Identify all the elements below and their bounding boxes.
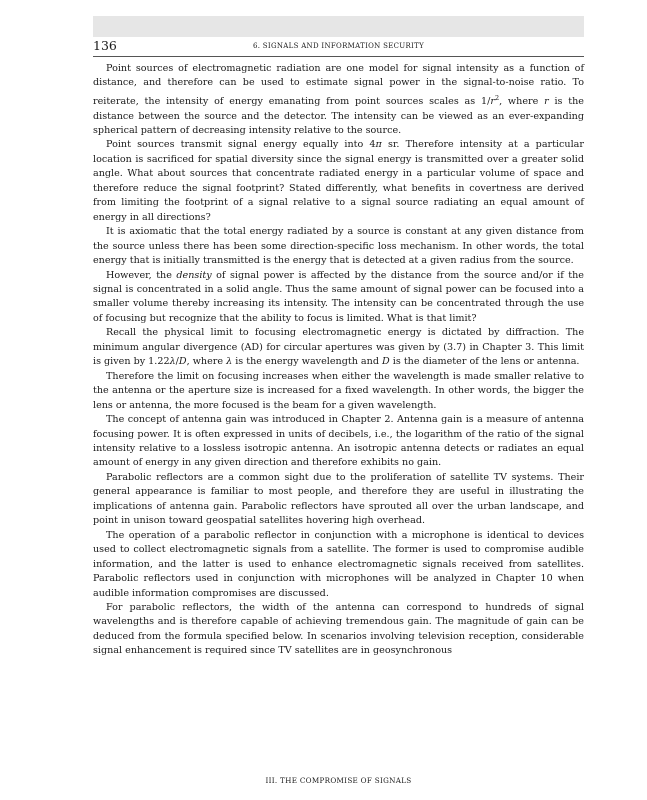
body-text (93, 62, 584, 659)
text-run: is the energy wavelength and (232, 356, 383, 368)
paragraph-3: It is axiomatic that the total energy radiated by a source is constant at any given distance from the source unless there has been some direction-specific loss mechanism. In other words, the total energy that is initially transmitted is the energy that is detected at a given radius from the source. (93, 226, 584, 267)
paragraph-4 (93, 269, 584, 327)
page-number: 136 (93, 38, 117, 53)
paragraph-10: For parabolic reflectors, the width of the antenna can correspond to hundreds of signal wavelengths and is therefore capable of achieving tremendous gain. The magnitude of gain can be deduced from the formula specified below. In scenarios involving television reception, considerable signal enhancement is required since TV satellites are in geosynchronous (93, 601, 584, 657)
page-footer: III. THE COMPROMISE OF SIGNALS (265, 776, 412, 785)
text-run: , where (499, 96, 545, 108)
text-run: is the diameter of the lens or antenna. (389, 356, 580, 368)
math-var-r: r (544, 96, 549, 108)
text-run: Recall the physical limit to focusing electromagnetic energy is dictated by diffraction. The minimum angular divergence (AD) for circular apertures was given by (3.7) in Chapter 3. This limit is given by 1.22 (93, 327, 584, 368)
top-gray-band (93, 16, 584, 37)
paragraph-2 (93, 138, 584, 225)
paragraph-5 (93, 326, 584, 369)
text-run: sr. Therefore intensity at a particular location is sacrificed for spatial diversity since the signal energy is transmitted over a greater solid angle. What about sources that concentrate radiated energy in a particular volume of space and therefore reduce the signal footprint? Stated differently, what benefits in covertness are derived from limiting the footprint of a signal relative to a signal source radiating an equal amount of energy in all directions? (93, 139, 584, 223)
paragraph-9: The operation of a parabolic reflector in conjunction with a microphone is identical to devices used to collect electromagnetic signals from a satellite. The former is used to compromise audible information, and the latter is used to enhance electromagnetic signals received from satellites. Parabolic reflectors used in conjunction with microphones will be analyzed in Chapter 10 when audible information compromises are discussed. (93, 529, 584, 599)
text-run: / (175, 356, 179, 368)
math-var-r: r (490, 96, 495, 108)
math-lambda: λ (169, 356, 176, 368)
math-var-d: D (178, 356, 187, 368)
paragraph-7: The concept of antenna gain was introduced in Chapter 2. Antenna gain is a measure of antenna focusing power. It is often expressed in units of decibels, i.e., the logarithm of the ratio of the signal intensity relative to a lossless isotropic antenna. An isotropic antenna detects or radiates an equal amount of energy in any given direction and therefore exhibits no gain. (93, 414, 584, 469)
math-var-d: D (382, 356, 390, 368)
emphasis-density: density (176, 269, 212, 281)
text-run: Point sources transmit signal energy equally into 4 (106, 139, 376, 151)
paragraph-8: Parabolic reflectors are a common sight due to the proliferation of satellite TV systems. Their general appearance is familiar to most people, and therefore they are useful in illustrating the implications of antenna gain. Parabolic reflectors have sprouted all over the urban landscape, and point in unison toward geospatial satellites hovering high overhead. (93, 471, 584, 527)
text-run: However, the (106, 269, 177, 281)
text-run: is the distance between the source and the detector. The intensity can be viewed as an ever-expanding spherical pattern of decreasing intensity relative to the source. (93, 96, 584, 136)
math-exponent: 2 (494, 93, 500, 102)
page-header (93, 38, 584, 57)
paragraph-6: Therefore the limit on focusing increases when either the wavelength is made smaller relative to the antenna or the aperture size is increased for a fixed wavelength. In other words, the bigger the lens or antenna, the more focused is the beam for a given wavelength. (93, 370, 584, 411)
text-run: , where (186, 356, 227, 368)
text-run: of signal power is affected by the distance from the source and/or if the signal is concentrated in a solid angle. Thus the same amount of signal power can be focused into a smaller volume thereby increasing its intensity. The intensity can be concentrated through the use of focusing but recognize that the ability to focus is limited. What is that limit? (93, 269, 584, 324)
math-pi: π (375, 139, 382, 151)
paragraph-1 (93, 62, 584, 138)
text-run: Point sources of electromagnetic radiation are one model for signal intensity as a function of distance, and therefore can be used to estimate signal power in the signal-to-noise ratio. To reiterate, the intensity of energy emanating from point sources scales as 1/ (93, 63, 584, 108)
running-head: 6. SIGNALS AND INFORMATION SECURITY (252, 42, 425, 50)
math-lambda: λ (226, 356, 233, 368)
